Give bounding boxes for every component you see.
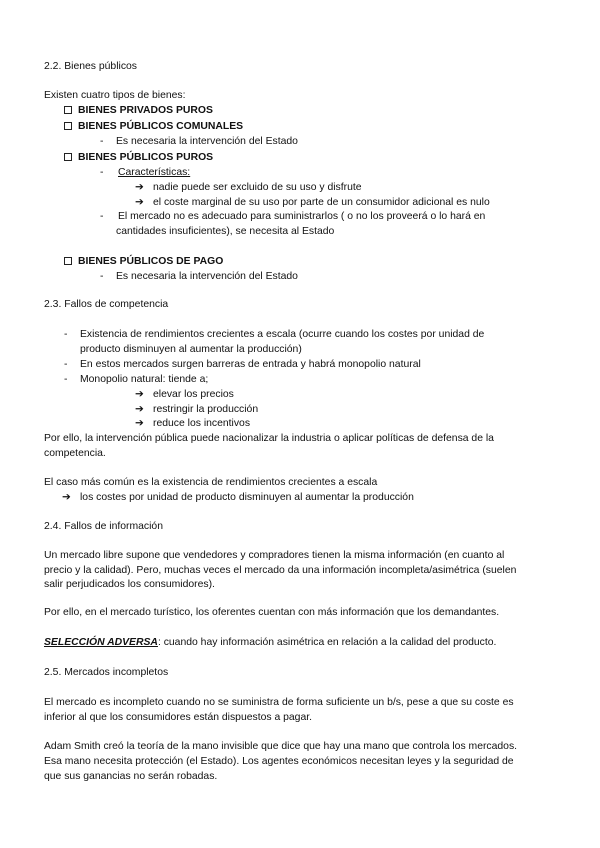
checkbox-icon [64,106,72,114]
arrow-icon: ➔ [135,197,144,208]
informacion-para-1c: salir perjudicados los consumidores). [44,579,215,590]
competencia-para-2-arrow: los costes por unidad de producto disminuyen al aumentar la producción [80,492,414,503]
caracteristica-2: el coste marginal de su uso por parte de un consumidor adicional es nulo [153,197,490,208]
monopolio-effect-3: reduce los incentivos [153,418,251,429]
monopolio-effect-1: elevar los precios [153,389,234,400]
checkbox-item-comunales: BIENES PÚBLICOS COMUNALES [64,120,243,133]
checkbox-item-pago: BIENES PÚBLICOS DE PAGO [64,255,223,268]
checkbox-item-puros: BIENES PÚBLICOS PUROS [64,151,213,164]
incompletos-para-1b: inferior al que los consumidores están dispuestos a pagar. [44,712,313,723]
dash-bullet: - [100,271,104,282]
mercado-line-2: cantidades insuficientes), se necesita al Estado [116,226,335,237]
monopolio-effect-2: restringir la producción [153,404,259,415]
incompletos-para-1a: El mercado es incompleto cuando no se suministra de forma suficiente un b/s, pese a que su coste es [44,697,514,708]
informacion-para-1a: Un mercado libre supone que vendedores y compradores tienen la misma información (en cuanto al [44,550,505,561]
incompletos-para-2a: Adam Smith creó la teoría de la mano invisible que dice que hay una mano que controla los mercados. [44,741,518,752]
arrow-icon: ➔ [62,492,71,503]
competencia-bullet-3: Monopolio natural: tiende a; [80,374,209,385]
competencia-bullet-2: En estos mercados surgen barreras de entrada y habrá monopolio natural [80,359,421,370]
incompletos-para-2b: Esa mano necesita protección (el Estado). Los agentes económicos necesitan leyes y la seguridad de [44,756,514,767]
incompletos-para-2c: que sus ganancias no serán robadas. [44,771,218,782]
checkbox-icon [64,122,72,130]
mercado-line-1: El mercado no es adecuado para suministrarlos ( o no los proveerá o lo hará en [118,211,486,222]
competencia-bullet-1a: Existencia de rendimientos crecientes a escala (ocurre cuando los costes por unidad de [80,329,485,340]
section-heading-2-3: 2.3. Fallos de competencia [44,299,169,310]
section-heading-2-2: 2.2. Bienes públicos [44,61,137,72]
seleccion-adversa-term: SELECCIÓN ADVERSA [44,637,158,648]
comunales-note: Es necesaria la intervención del Estado [116,136,298,147]
checkbox-item-privados: BIENES PRIVADOS PUROS [64,104,213,117]
checkbox-icon [64,257,72,265]
arrow-icon: ➔ [135,418,144,429]
arrow-icon: ➔ [135,182,144,193]
intro-text: Existen cuatro tipos de bienes: [44,90,186,101]
dash-bullet: - [100,136,104,147]
informacion-para-2: Por ello, en el mercado turístico, los oferentes cuentan con más información que los demandantes. [44,607,500,618]
dash-bullet: - [100,167,104,178]
dash-bullet: - [64,359,68,370]
section-heading-2-4: 2.4. Fallos de información [44,521,163,532]
checkbox-icon [64,153,72,161]
pago-note: Es necesaria la intervención del Estado [116,271,298,282]
competencia-para-1b: competencia. [44,448,106,459]
caracteristicas-label: Características: [118,167,191,178]
seleccion-adversa-line [44,636,496,649]
seleccion-adversa-definition: : cuando hay información asimétrica en relación a la calidad del producto. [157,637,497,648]
informacion-para-1b: precio y la calidad). Pero, muchas veces el mercado da una información incompleta/asimétrica (suelen [44,565,517,576]
section-heading-2-5: 2.5. Mercados incompletos [44,667,169,678]
arrow-icon: ➔ [135,389,144,400]
competencia-bullet-1b: producto disminuyen al aumentar la producción) [80,344,302,355]
dash-bullet: - [64,329,68,340]
dash-bullet: - [100,211,104,222]
competencia-para-2: El caso más común es la existencia de rendimientos crecientes a escala [44,477,378,488]
competencia-para-1a: Por ello, la intervención pública puede nacionalizar la industria o aplicar políticas de defensa de la [44,433,494,444]
arrow-icon: ➔ [135,404,144,415]
dash-bullet: - [64,374,68,385]
caracteristica-1: nadie puede ser excluido de su uso y disfrute [153,182,362,193]
